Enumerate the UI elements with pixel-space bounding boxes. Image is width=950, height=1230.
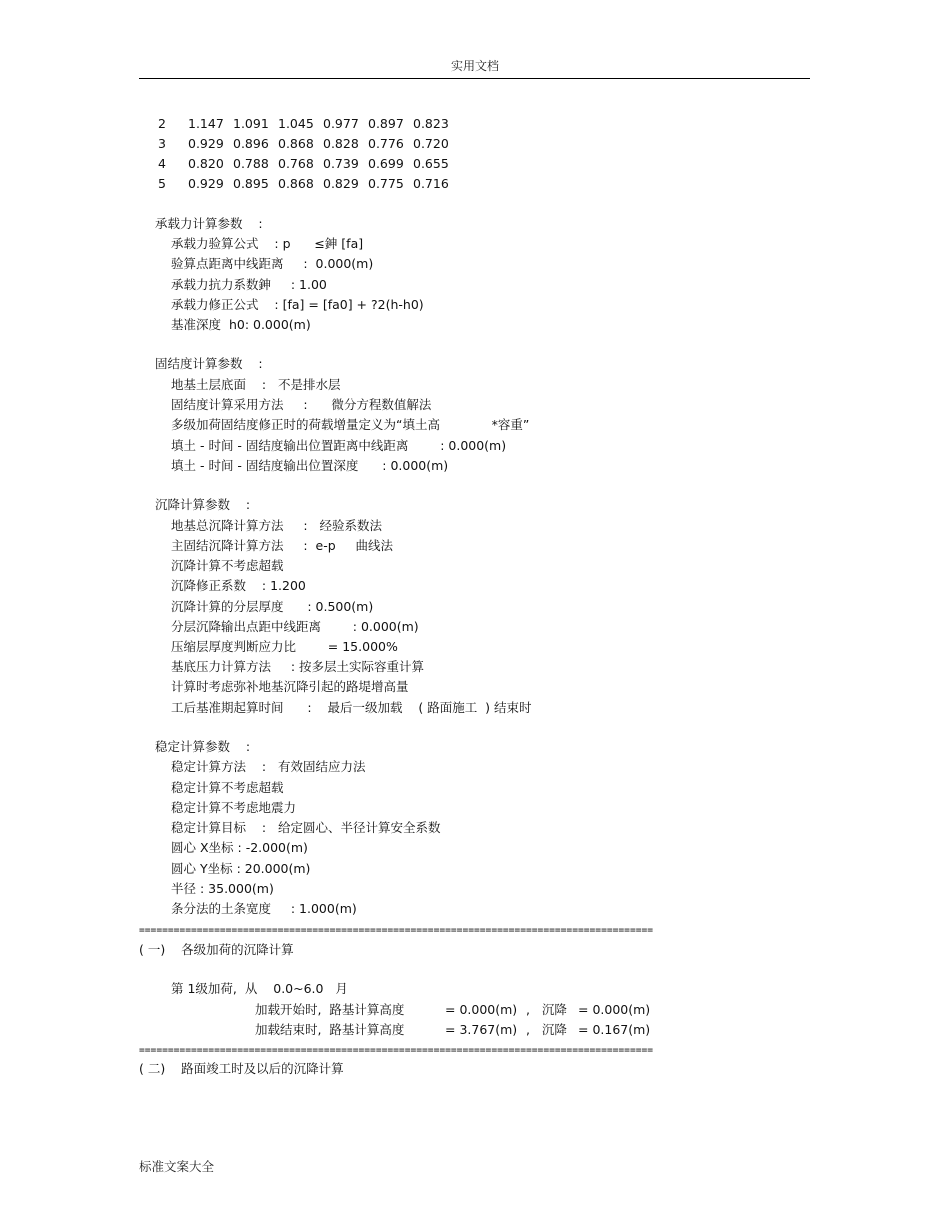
param-line: 压缩层厚度判断应力比 = 15.000% xyxy=(171,639,398,654)
param-line: 固结度计算采用方法 : 微分方程数值解法 xyxy=(171,397,432,412)
section-title-stability: 稳定计算参数 : xyxy=(155,739,251,754)
param-line: 地基总沉降计算方法 : 经验系数法 xyxy=(171,518,382,533)
param-line: 分层沉降输出点距中线距离 : 0.000(m) xyxy=(171,619,419,634)
param-line: 地基土层底面 : 不是排水层 xyxy=(171,377,341,392)
cell: 0.929 xyxy=(188,136,224,151)
param-line: 验算点距离中线距离 : 0.000(m) xyxy=(171,256,374,271)
param-line: 多级加荷固结度修正时的荷载增量定义为“填土高 *容重” xyxy=(171,417,530,432)
param-line: 基准深度 h0: 0.000(m) xyxy=(171,317,311,332)
row-index: 4 xyxy=(158,156,166,171)
cell: 0.829 xyxy=(323,176,359,191)
separator-line: ========================================================================================= xyxy=(139,925,654,936)
load-start-settle: = 0.000(m) xyxy=(578,1002,651,1017)
cell: 0.896 xyxy=(233,136,269,151)
cell: 0.768 xyxy=(278,156,314,171)
cell: 0.739 xyxy=(323,156,359,171)
cell: 0.897 xyxy=(368,116,404,131)
cell: 0.868 xyxy=(278,176,314,191)
page-footer: 标准文案大全 xyxy=(139,1159,215,1174)
param-line: 稳定计算目标 : 给定圆心、半径计算安全系数 xyxy=(171,820,441,835)
load-start-label: 加载开始时, 路基计算高度 xyxy=(255,1002,405,1017)
param-line: 稳定计算方法 : 有效固结应力法 xyxy=(171,759,366,774)
cell: 1.045 xyxy=(278,116,314,131)
cell: 0.828 xyxy=(323,136,359,151)
param-line: 承载力修正公式 : [fa] = [fa0] + ?2(h-h0) xyxy=(171,297,424,312)
param-line: 沉降修正系数 : 1.200 xyxy=(171,578,306,593)
page-header: 实用文档 xyxy=(450,59,499,73)
section-title-consolidation: 固结度计算参数 : xyxy=(155,356,263,371)
load-end-label: 加载结束时, 路基计算高度 xyxy=(255,1022,405,1037)
cell: 0.868 xyxy=(278,136,314,151)
param-line: 填土 - 时间 - 固结度输出位置距离中线距离 : 0.000(m) xyxy=(171,438,507,453)
section-title-bearing: 承载力计算参数 : xyxy=(155,216,263,231)
param-line: 稳定计算不考虑超载 xyxy=(171,780,284,795)
cell: 0.820 xyxy=(188,156,224,171)
param-line: 半径 : 35.000(m) xyxy=(171,881,274,896)
cell: 1.091 xyxy=(233,116,269,131)
param-line: 圆心 X坐标 : -2.000(m) xyxy=(171,840,308,855)
cell: 0.977 xyxy=(323,116,359,131)
param-line: 计算时考虑弥补地基沉降引起的路堤增高量 xyxy=(171,679,409,694)
cell: 1.147 xyxy=(188,116,224,131)
cell: 0.895 xyxy=(233,176,269,191)
param-line: 承载力验算公式 : p ≤鉮 [fa] xyxy=(171,236,364,251)
separator-line: ========================================================================================= xyxy=(139,1045,654,1056)
cell: 0.720 xyxy=(413,136,449,151)
section-title-settlement: 沉降计算参数 : xyxy=(155,497,251,512)
cell: 0.716 xyxy=(413,176,449,191)
stage-line: 第 1级加荷, 从 0.0~6.0 月 xyxy=(171,981,348,996)
param-line: 沉降计算不考虑超载 xyxy=(171,558,284,573)
header-rule xyxy=(139,78,810,79)
load-end-settle: = 0.167(m) xyxy=(578,1022,651,1037)
load-end-height: = 3.767(m) xyxy=(445,1022,518,1037)
row-index: 2 xyxy=(158,116,166,131)
row-index: 3 xyxy=(158,136,166,151)
cell: 0.655 xyxy=(413,156,449,171)
param-line: 沉降计算的分层厚度 : 0.500(m) xyxy=(171,599,374,614)
cell: 0.699 xyxy=(368,156,404,171)
cell: 0.788 xyxy=(233,156,269,171)
load-start-settle-label: , 沉降 xyxy=(526,1002,567,1017)
param-line: 基底压力计算方法 : 按多层土实际容重计算 xyxy=(171,659,425,674)
row-index: 5 xyxy=(158,176,166,191)
cell: 0.823 xyxy=(413,116,449,131)
section-heading-2: ( 二) 路面竣工时及以后的沉降计算 xyxy=(139,1061,344,1076)
param-line: 圆心 Y坐标 : 20.000(m) xyxy=(171,861,311,876)
param-line: 工后基准期起算时间 : 最后一级加载 ( 路面施工 ) 结束时 xyxy=(171,700,532,715)
param-line: 条分法的土条宽度 : 1.000(m) xyxy=(171,901,357,916)
cell: 0.776 xyxy=(368,136,404,151)
param-line: 稳定计算不考虑地震力 xyxy=(171,800,297,815)
param-line: 承载力抗力系数鉮 : 1.00 xyxy=(171,277,327,292)
cell: 0.929 xyxy=(188,176,224,191)
load-end-settle-label: , 沉降 xyxy=(526,1022,567,1037)
load-start-height: = 0.000(m) xyxy=(445,1002,518,1017)
section-heading-1: ( 一) 各级加荷的沉降计算 xyxy=(139,942,294,957)
param-line: 主固结沉降计算方法 : e-p 曲线法 xyxy=(171,538,394,553)
cell: 0.775 xyxy=(368,176,404,191)
param-line: 填土 - 时间 - 固结度输出位置深度 : 0.000(m) xyxy=(171,458,449,473)
